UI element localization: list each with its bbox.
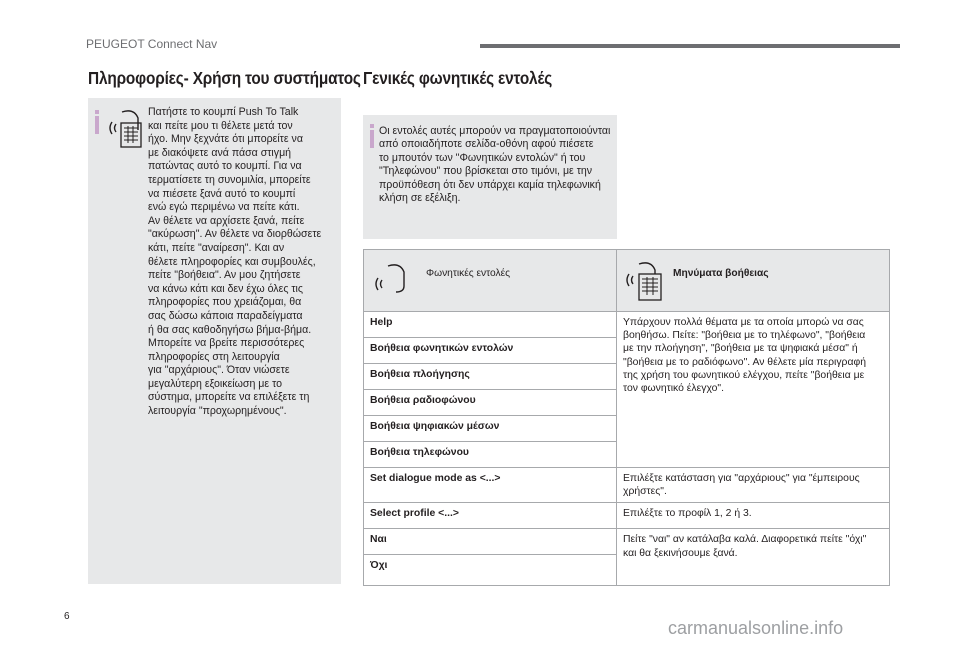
- header-divider-bar: [480, 44, 900, 48]
- table-header-help-messages: [617, 250, 890, 312]
- section-heading-info-usage: Πληροφορίες- Χρήση του συστήματος: [88, 68, 361, 88]
- command-media-help: Βοήθεια ψηφιακών μέσων: [364, 416, 617, 442]
- table-row: [364, 312, 890, 338]
- table-row: [364, 468, 890, 503]
- usage-instructions-text: Πατήστε το κουμπί Push To Talk και πείτε μου τι θέλετε μετά τον ήχο. Μην ξεχνάτε ότι μπορείτε να με διακόψετε ανά πάσα στιγμή πατώντας αυτό το κουμπί. Για να τερματίσετε τη συνομιλία, μπορείτε να πιέσετε ξανά αυτό το κουμπί ενώ εγώ περιμένω να πείτε κάτι. Αν θέλετε να αρχίσετε ξανά, πείτε "ακύρωση". Αν θέλετε να διορθώσετε κάτι, πείτε "αναίρεση". Και αν θέλετε πληροφορίες και συμβουλές, πείτε "βοήθεια". Αν μου ζητήσετε να κάνω κάτι και δεν έχω όλες τις πληροφορίες που χρειάζομαι, θα σας δώσω κάποια παραδείγματα ή θα σας καθοδηγήσω βήμα-βήμα. Μπορείτε να βρείτε περισσότερες πληροφορίες στη λειτουργία για "αρχάριους". Όταν νιώσετε μεγαλύτερη εξοικείωση με το σύστημα, μπορείτε να επιλέξετε τη λειτουργία "προχωρημένους".: [148, 106, 322, 418]
- voice-commands-table: [363, 249, 890, 586]
- info-marker-dot: [370, 124, 374, 128]
- command-voice-help: Βοήθεια φωνητικών εντολών: [364, 338, 617, 364]
- voice-command-keypad-icon: [108, 108, 144, 150]
- message-select-profile: Επιλέξτε το προφίλ 1, 2 ή 3.: [617, 503, 890, 529]
- command-select-profile: Select profile <...>: [364, 503, 617, 529]
- table-row: [364, 529, 890, 555]
- command-yes: Ναι: [364, 529, 617, 555]
- command-set-dialogue-mode: Set dialogue mode as <...>: [364, 468, 617, 503]
- command-no: Όχι: [364, 555, 617, 586]
- table-row: [364, 503, 890, 529]
- info-marker-icon: [95, 116, 99, 134]
- command-navigation-help: Βοήθεια πλοήγησης: [364, 364, 617, 390]
- command-radio-help: Βοήθεια ραδιοφώνου: [364, 390, 617, 416]
- command-phone-help: Βοήθεια τηλεφώνου: [364, 442, 617, 468]
- info-marker-dot: [95, 110, 99, 114]
- info-box-general-commands: [363, 115, 617, 239]
- section-heading-general-voice-commands: Γενικές φωνητικές εντολές: [363, 68, 553, 88]
- info-marker-icon: [370, 130, 374, 148]
- table-header-row: [364, 250, 890, 312]
- table-header-commands: [364, 250, 617, 312]
- message-set-dialogue-mode: Επιλέξτε κατάσταση για "αρχάριους" για "έμπειρους χρήστες".: [617, 468, 890, 503]
- voice-command-icon: [374, 260, 408, 300]
- column-header-help-messages: Μηνύματα βοήθειας: [673, 268, 769, 279]
- watermark-text: carmanualsonline.info: [668, 618, 844, 638]
- voice-command-keypad-icon: [625, 258, 665, 302]
- info-box-usage: [88, 98, 341, 584]
- help-message-general: Υπάρχουν πολλά θέματα με τα οποία μπορώ να σας βοηθήσω. Πείτε: "βοήθεια με το τηλέφωνο", "βοήθεια με την πλοήγηση", "βοήθεια με τα ψηφιακά μέσα" ή "βοήθεια με το ραδιόφωνο". Αν θέλετε μία περιγραφή της χρήση του φωνητικού ελέγχου, πείτε "βοήθεια με τον φωνητικό έλεγχο".: [617, 312, 890, 468]
- general-commands-info-text: Οι εντολές αυτές μπορούν να πραγματοποιούνται από οποιαδήποτε σελίδα-οθόνη αφού πιέσετε το μπουτόν των "Φωνητικών εντολών" ή του "Τηλεφώνου" που βρίσκεται στο τιμόνι, με την προϋπόθεση ότι δεν υπάρχει καμία τηλεφωνική κλήση σε εξέλιξη.: [379, 125, 611, 205]
- page-number: 6: [64, 611, 70, 622]
- command-help: Help: [364, 312, 617, 338]
- message-yes-no: Πείτε "ναι" αν κατάλαβα καλά. Διαφορετικά πείτε "όχι" και θα ξεκινήσουμε ξανά.: [617, 529, 890, 586]
- manual-header-title: PEUGEOT Connect Nav: [86, 37, 218, 51]
- column-header-voice-commands: Φωνητικές εντολές: [426, 268, 511, 279]
